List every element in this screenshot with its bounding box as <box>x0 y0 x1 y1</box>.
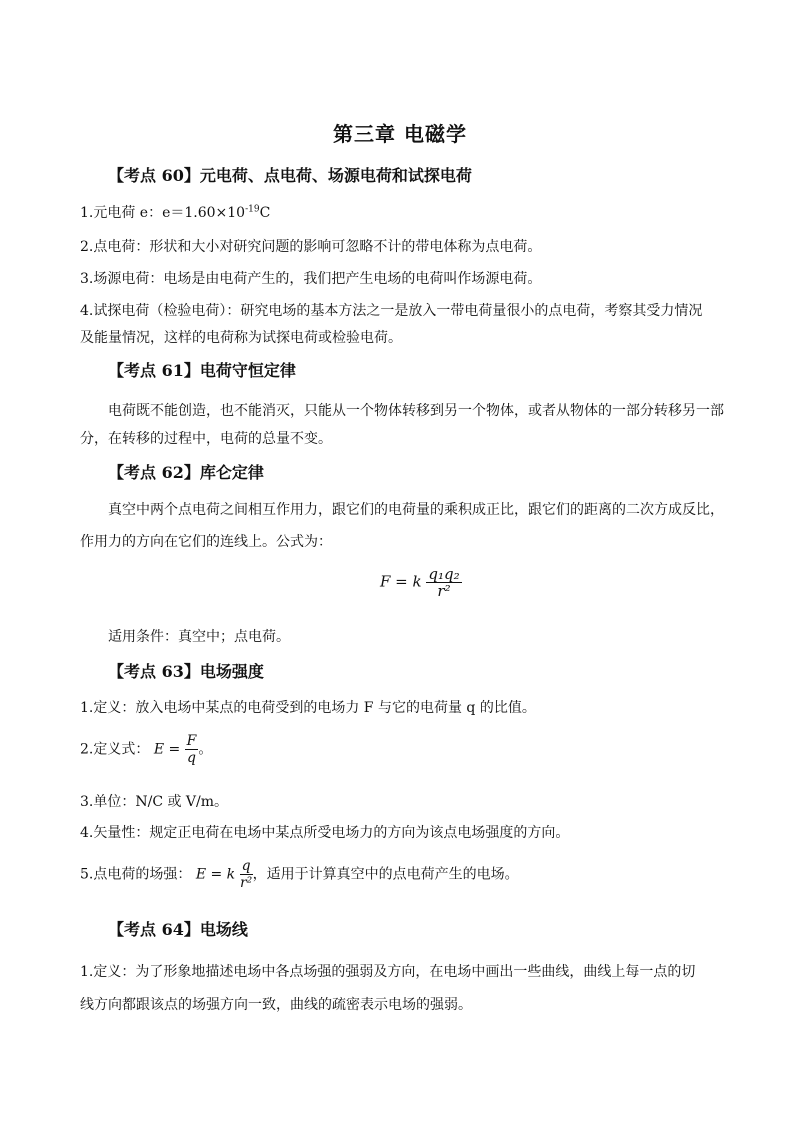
section-64-heading: 【考点 64】电场线 <box>108 920 248 939</box>
s63-item-1: 1.定义：放入电场中某点的电荷受到的电场力 F 与它的电荷量 q 的比值。 <box>80 700 536 716</box>
s60-item-3: 3.场源电荷：电场是由电荷产生的，我们把产生电场的电荷叫作场源电荷。 <box>80 271 542 287</box>
s60-item-1-text: 1.元电荷 e：e＝1.60×10 <box>80 205 246 221</box>
coulomb-formula-lhs: F = k <box>380 572 422 591</box>
point-charge-field-fraction <box>240 858 253 891</box>
s63-item-5-label: 5.点电荷的场强： <box>80 866 192 883</box>
s60-item-4-line-2: 及能量情况，这样的电荷称为试探电荷或检验电荷。 <box>80 330 402 346</box>
point-charge-field-numerator: q <box>241 858 251 874</box>
s63-item-2-label: 2.定义式： <box>80 741 150 758</box>
section-60-heading: 【考点 60】元电荷、点电荷、场源电荷和试探电荷 <box>108 166 472 185</box>
s60-item-1 <box>80 202 270 222</box>
field-definition-lhs: E = <box>153 741 181 758</box>
coulomb-formula-denominator: r² <box>437 582 451 600</box>
s61-line-2: 分，在转移的过程中，电荷的总量不变。 <box>80 431 332 447</box>
section-62-heading: 【考点 62】库仑定律 <box>108 463 264 482</box>
s60-item-1-exponent: -19 <box>245 204 260 215</box>
s62-line-2: 作用力的方向在它们的连线上。公式为： <box>80 534 332 550</box>
field-definition-numerator: F <box>186 733 197 749</box>
coulomb-formula <box>380 566 462 599</box>
s60-item-1-unit: C <box>259 205 271 221</box>
s63-item-3: 3.单位：N/C 或 V/m。 <box>80 794 229 810</box>
s61-line-1: 电荷既不能创造，也不能消灭，只能从一个物体转移到另一个物体，或者从物体的一部分转移另一部 <box>108 403 724 419</box>
s63-item-2 <box>80 733 212 766</box>
s64-line-1: 1.定义：为了形象地描述电场中各点场强的强弱及方向，在电场中画出一些曲线，曲线上每一点的切 <box>80 964 696 980</box>
section-63-heading: 【考点 63】电场强度 <box>108 662 264 681</box>
s63-item-4: 4.矢量性：规定正电荷在电场中某点所受电场力的方向为该点电场强度的方向。 <box>80 825 570 841</box>
s60-item-4-line-1: 4.试探电荷（检验电荷）：研究电场的基本方法之一是放入一带电荷量很小的点电荷，考察其受力情况 <box>80 303 703 319</box>
field-definition-fraction <box>185 733 199 766</box>
coulomb-formula-fraction <box>426 566 461 599</box>
s63-item-5 <box>80 858 519 891</box>
s64-line-2: 线方向都跟该点的场强方向一致，曲线的疏密表示电场的强弱。 <box>80 997 472 1013</box>
section-61-heading: 【考点 61】电荷守恒定律 <box>108 361 296 380</box>
s62-line-1: 真空中两个点电荷之间相互作用力，跟它们的电荷量的乘积成正比，跟它们的距离的二次方成反比， <box>108 502 724 518</box>
field-definition-denominator: q <box>187 750 197 766</box>
s60-item-2: 2.点电荷：形状和大小对研究问题的影响可忽略不计的带电体称为点电荷。 <box>80 239 542 255</box>
s63-item-2-end: 。 <box>198 741 213 758</box>
point-charge-field-lhs: E = k <box>195 866 236 883</box>
chapter-title: 第三章 电磁学 <box>333 122 467 146</box>
coulomb-formula-numerator: q₁q₂ <box>428 565 460 583</box>
point-charge-field-denominator: r² <box>239 875 253 891</box>
s62-conditions: 适用条件：真空中；点电荷。 <box>108 629 290 645</box>
s63-item-5-end: ，适用于计算真空中的点电荷产生的电场。 <box>252 866 519 883</box>
